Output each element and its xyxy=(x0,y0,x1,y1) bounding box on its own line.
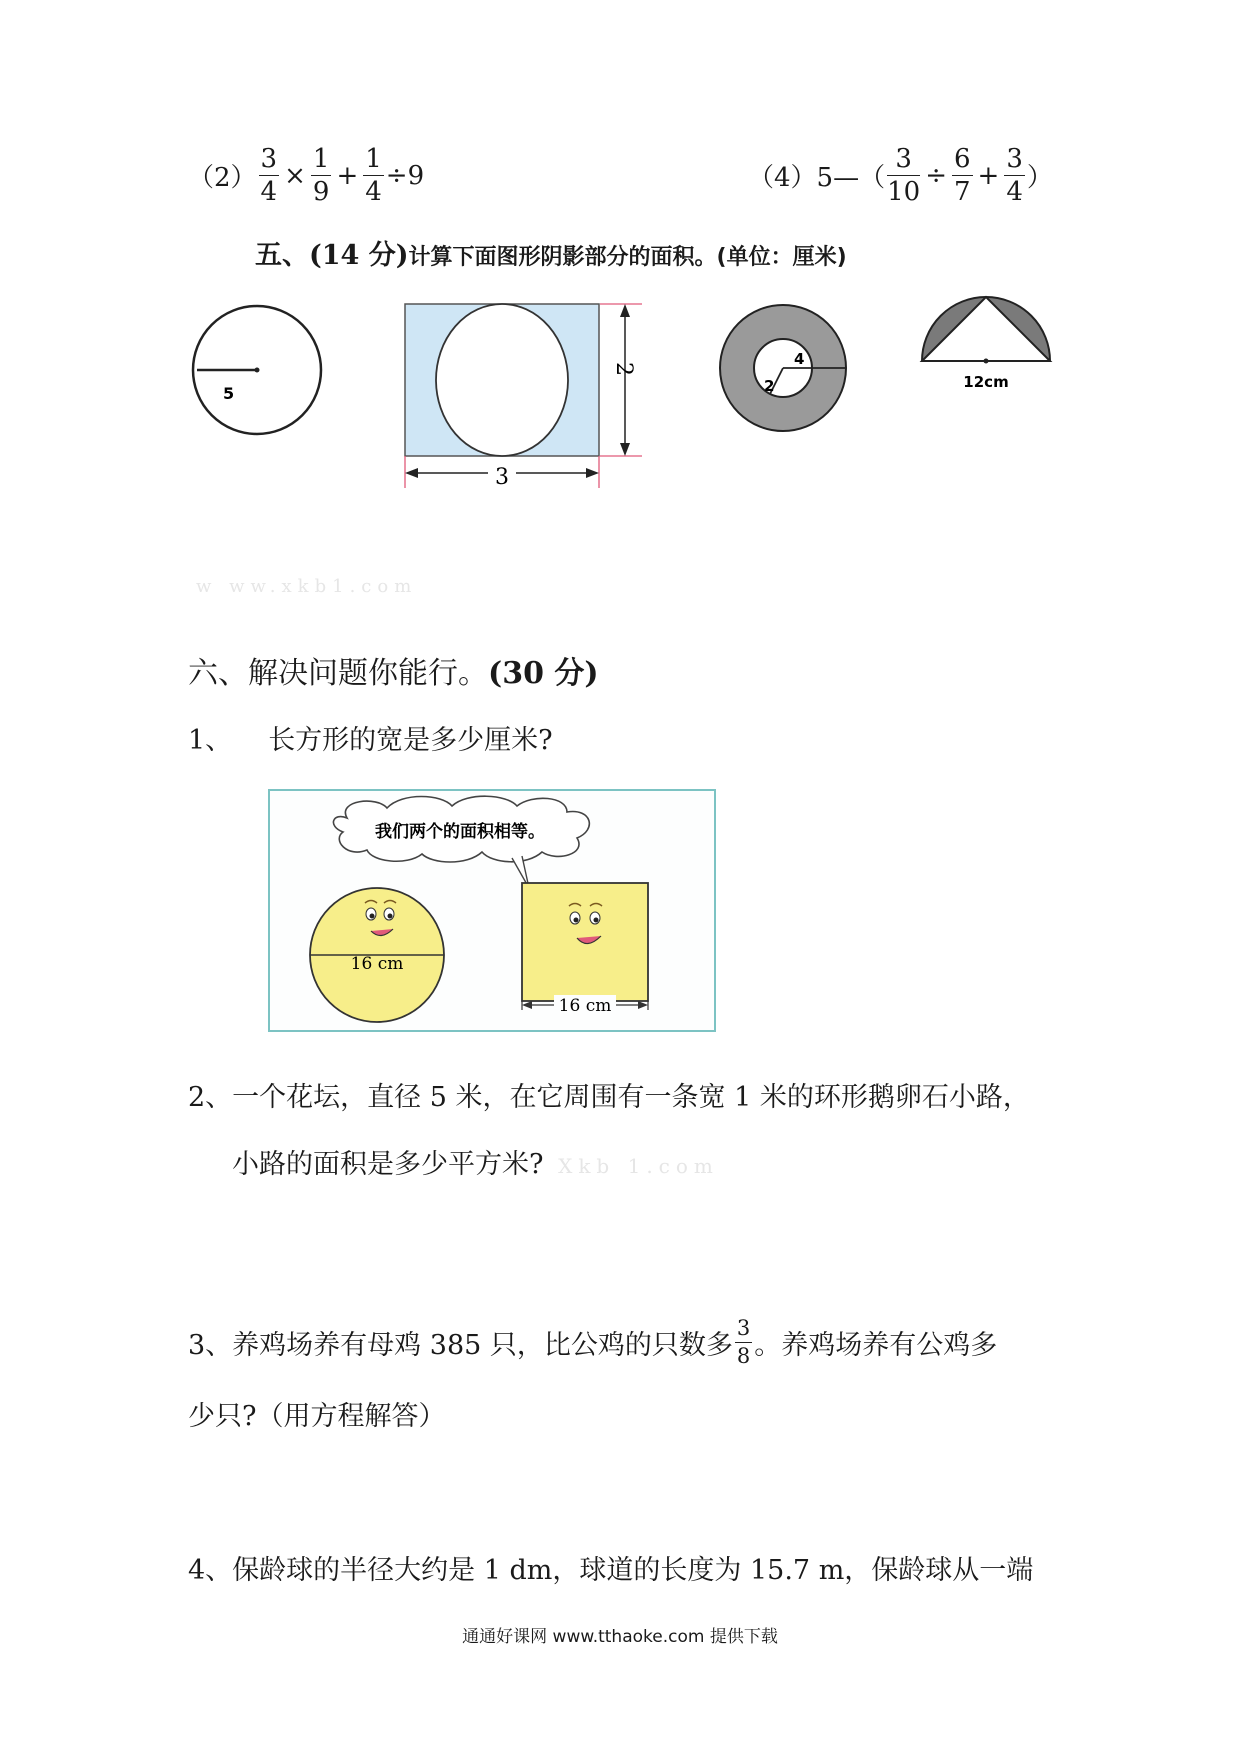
section-6-heading xyxy=(188,648,599,692)
exercise-4-label: （4）5—（ xyxy=(748,163,886,193)
problem-3-line-2: 少只?（用方程解答） xyxy=(188,1401,446,1432)
section-5-text: 计算下面图形阴影部分的面积。(单位：厘米) xyxy=(408,245,847,270)
fraction xyxy=(1004,146,1025,205)
plus-operator: + xyxy=(977,160,1000,191)
semicircle-label: 12cm xyxy=(963,373,1009,391)
ring-outer-label: 4 xyxy=(794,350,805,368)
numerator: 3 xyxy=(735,1318,752,1343)
fraction xyxy=(363,146,384,205)
section-5-heading xyxy=(255,233,847,272)
arrow-right-icon xyxy=(586,468,599,478)
figure-semicircle xyxy=(922,297,1050,391)
problem-4-line-1: 4、保龄球的半径大约是 1 dm，球道的长度为 15.7 m，保龄球从一端 xyxy=(188,1555,1034,1586)
section-5-score: (14 分) xyxy=(309,240,409,271)
problem-3-text-a: 3、养鸡场养有母鸡 385 只，比公鸡的只数多 xyxy=(188,1330,733,1361)
arrow-left-icon xyxy=(405,468,418,478)
problem-2-question: 小路的面积是多少平方米? xyxy=(232,1149,544,1180)
numerator: 1 xyxy=(312,144,330,174)
speech-text: 我们两个的面积相等。 xyxy=(375,822,545,842)
denominator: 9 xyxy=(312,177,330,207)
denominator: 7 xyxy=(953,177,971,207)
problem-2-line-2 xyxy=(232,1142,719,1181)
denominator: 10 xyxy=(887,177,921,207)
rect-height-label: 2 xyxy=(611,362,636,376)
section-5-prefix: 五、 xyxy=(255,240,309,271)
times-operator: × xyxy=(284,160,306,191)
numerator: 6 xyxy=(953,144,971,174)
figure-rect-circle xyxy=(405,304,642,490)
problem-1-text: 长方形的宽是多少厘米? xyxy=(268,725,553,756)
inscribed-circle xyxy=(436,304,568,456)
circle-diameter-label: 16 cm xyxy=(350,954,404,974)
fraction xyxy=(311,146,332,205)
fraction xyxy=(259,146,280,205)
center-dot xyxy=(255,368,260,373)
rect-width-label: 3 xyxy=(495,465,509,490)
exercise-2 xyxy=(188,146,424,205)
problem-1-illustration xyxy=(267,788,717,1033)
ring-inner-label: 2 xyxy=(764,377,775,395)
section-6-title: 六、解决问题你能行。 xyxy=(188,656,488,691)
fraction xyxy=(952,146,973,205)
circle-radius-label: 5 xyxy=(223,384,235,403)
page-footer: 通通好课网 www.tthaoke.com 提供下载 xyxy=(462,1627,778,1647)
denominator: 4 xyxy=(365,177,382,207)
denominator: 8 xyxy=(736,1344,751,1368)
watermark: Xkb 1.com xyxy=(558,1154,719,1178)
problem-3-text-b: 。养鸡场养有公鸡多 xyxy=(754,1330,998,1361)
problem-1-number: 1、 xyxy=(188,725,233,756)
problem-2-line-1: 2、一个花坛，直径 5 米，在它周围有一条宽 1 米的环形鹅卵石小路， xyxy=(188,1082,1030,1113)
arrow-down-icon xyxy=(620,443,630,456)
problem-1 xyxy=(188,718,553,757)
section-6-score: (30 分) xyxy=(488,656,599,691)
figure-ring xyxy=(720,305,846,431)
denominator: 4 xyxy=(260,177,278,207)
exercise-4 xyxy=(748,146,1053,205)
close-paren: ） xyxy=(1026,163,1053,193)
arrow-up-icon xyxy=(620,304,630,317)
plus-operator: + xyxy=(336,160,359,191)
fraction xyxy=(735,1318,752,1367)
divide-tail: ÷9 xyxy=(385,160,425,191)
numerator: 3 xyxy=(1006,144,1023,174)
square-width-label: 16 cm xyxy=(558,996,612,1016)
fraction xyxy=(887,146,920,205)
numerator: 3 xyxy=(260,144,278,174)
divide-operator: ÷ xyxy=(925,160,947,191)
shaded-area-figures xyxy=(180,290,1080,490)
denominator: 4 xyxy=(1006,177,1023,207)
numerator: 3 xyxy=(887,146,920,176)
exercise-2-label: （2） xyxy=(188,163,257,193)
watermark: w ww.xkb1.com xyxy=(196,576,418,597)
figure-circle xyxy=(193,306,321,434)
center-dot xyxy=(984,359,989,364)
numerator: 1 xyxy=(365,144,382,174)
problem-3-line-1 xyxy=(188,1318,997,1367)
